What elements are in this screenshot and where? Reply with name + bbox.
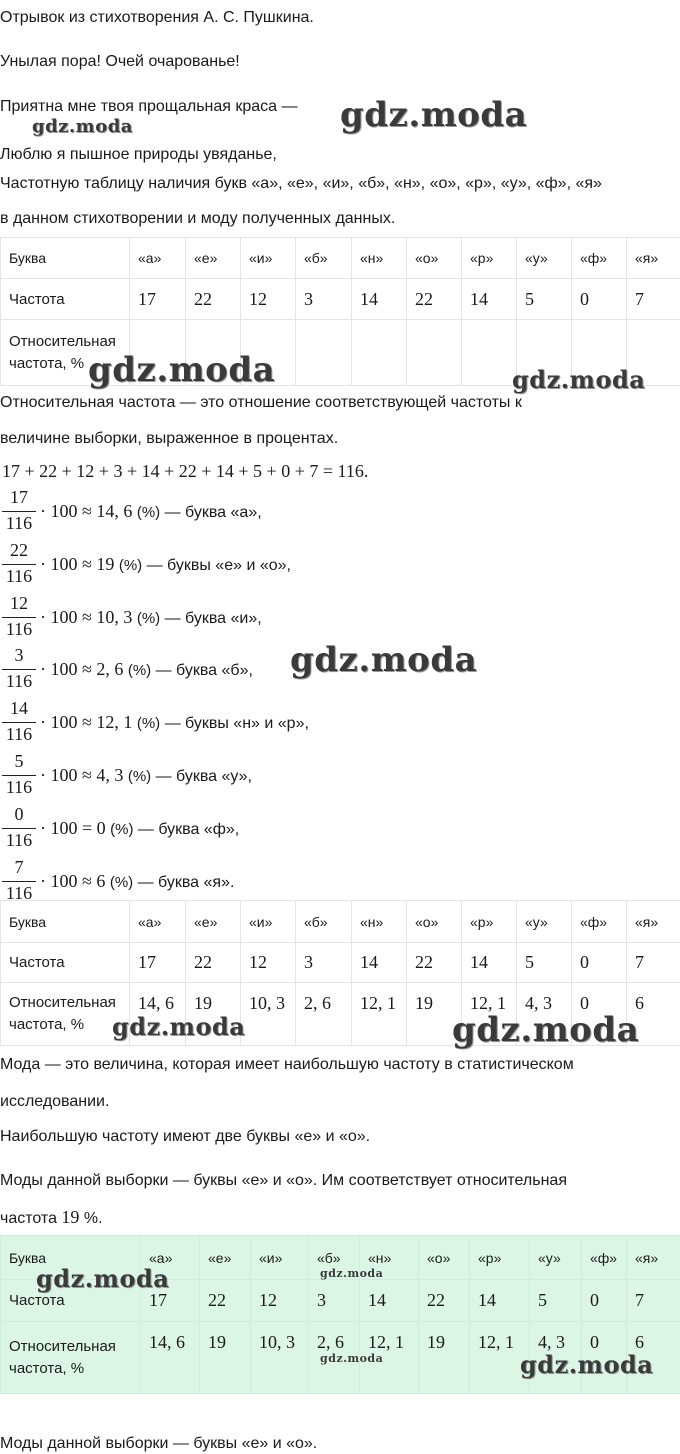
frequency-cell: 17 (130, 943, 186, 983)
column-header: «о» (407, 901, 462, 943)
fraction-result (40, 607, 262, 629)
fraction-expression: · 100 = 0 (40, 818, 106, 838)
frequency-cell: 14 (360, 1280, 419, 1322)
intro-line: Отрывок из стихотворения А. С. Пушкина. (0, 8, 314, 28)
fraction-bar (2, 722, 36, 723)
column-header: «б» (296, 238, 352, 279)
percent-sign: (%) (110, 874, 133, 891)
frequency-cell: 5 (530, 1280, 582, 1322)
relative-frequency-cell: 0 (582, 1322, 627, 1394)
fraction-bar (2, 669, 36, 670)
poem-line: Люблю я пышное природы увяданье, (0, 145, 277, 165)
fraction-expression: · 100 ≈ 19 (40, 554, 114, 574)
mode-value: 19 (61, 1207, 79, 1227)
sum-formula: 17 + 22 + 12 + 3 + 14 + 22 + 14 + 5 + 0 + 7 = 116. (2, 461, 368, 481)
watermark-logo: gdz.moda (112, 1012, 245, 1041)
fraction-numerator: 5 (2, 751, 36, 771)
definition-line: величине выборки, выраженное в процентах. (0, 429, 338, 449)
relative-frequency-cell: 14, 6 (141, 1322, 200, 1394)
frequency-cell: 22 (407, 943, 462, 983)
relative-frequency-cell: 12, 1 (462, 983, 517, 1046)
frequency-cell: 7 (627, 943, 680, 983)
fraction-expression: · 100 ≈ 12, 1 (40, 712, 132, 732)
fraction-numerator: 12 (2, 593, 36, 613)
fraction-expression: · 100 ≈ 2, 6 (40, 659, 123, 679)
frequency-cell: 14 (462, 279, 517, 320)
column-header: «р» (462, 238, 517, 279)
row-header-label: Буква (1, 1236, 141, 1280)
fraction-bar (2, 775, 36, 776)
fraction-denominator: 116 (2, 724, 36, 744)
fraction-denominator: 116 (2, 566, 36, 586)
percent-sign: (%) (128, 768, 151, 785)
percent-sign: (%) (137, 504, 160, 521)
frequency-cell: 3 (296, 943, 352, 983)
watermark-logo: gdz.moda (320, 1352, 383, 1365)
row-header-label: Относительная частота, % (1, 320, 130, 386)
fraction-denominator: 116 (2, 671, 36, 691)
column-header: «б» (309, 1236, 360, 1280)
frequency-cell: 22 (419, 1280, 470, 1322)
fraction-letter-text: — буквы «н» и «р», (160, 715, 309, 732)
relative-frequency-cell: 19 (186, 983, 241, 1046)
row-header-label: Буква (1, 901, 130, 943)
fraction-denominator: 116 (2, 830, 36, 850)
fraction-bar (2, 511, 36, 512)
relative-frequency-cell (462, 320, 517, 386)
relative-frequency-cell: 0 (572, 983, 627, 1046)
relative-frequency-cell (352, 320, 407, 386)
relative-frequency-cell: 10, 3 (251, 1322, 309, 1394)
frequency-cell: 7 (627, 279, 680, 320)
fraction-denominator: 116 (2, 777, 36, 797)
frequency-cell: 12 (241, 279, 296, 320)
relative-frequency-cell: 19 (200, 1322, 251, 1394)
frequency-cell: 14 (462, 943, 517, 983)
column-header: «ф» (582, 1236, 627, 1280)
watermark-logo: gdz.moda (320, 1267, 383, 1280)
fraction-expression: · 100 ≈ 6 (40, 871, 105, 891)
column-header: «о» (407, 238, 462, 279)
percent-sign: (%) (128, 662, 151, 679)
frequency-cell: 22 (186, 279, 241, 320)
relative-frequency-cell: 6 (627, 983, 680, 1046)
column-header: «ф» (572, 238, 627, 279)
column-header: «а» (130, 901, 186, 943)
relative-frequency-cell: 12, 1 (470, 1322, 530, 1394)
frequency-cell: 12 (241, 943, 296, 983)
mode-unit: %. (79, 1210, 102, 1227)
relative-frequency-cell: 19 (407, 983, 462, 1046)
row-header-label: Буква (1, 238, 130, 279)
table-row (1, 238, 680, 279)
relative-frequency-cell: 4, 3 (530, 1322, 582, 1394)
frequency-cell: 14 (352, 279, 407, 320)
fraction-letter-text: — буква «я». (133, 874, 234, 891)
column-header: «р» (470, 1236, 530, 1280)
frequency-cell: 22 (186, 943, 241, 983)
percent-sign: (%) (137, 715, 160, 732)
frequency-cell: 0 (582, 1280, 627, 1322)
percent-sign: (%) (110, 821, 133, 838)
fraction-result (40, 554, 291, 576)
fraction-letter-text: — буква «и», (160, 610, 262, 627)
frequency-cell: 0 (572, 279, 627, 320)
watermark-logo: gdz.moda (340, 95, 527, 135)
task-line: Частотную таблицу наличия букв «а», «е», «и», «б», «н», «о», «р», «у», «ф», «я» (0, 174, 602, 194)
table-row (1, 901, 680, 943)
watermark-logo: gdz.moda (452, 1010, 639, 1050)
frequency-cell: 3 (309, 1280, 360, 1322)
percent-sign: (%) (137, 610, 160, 627)
relative-frequency-cell: 14, 6 (130, 983, 186, 1046)
fraction-numerator: 22 (2, 540, 36, 560)
percent-sign: (%) (119, 557, 142, 574)
definition-line: Относительная частота — это отношение соответствующей частоты к (0, 393, 522, 413)
fraction-letter-text: — буква «б», (151, 662, 253, 679)
column-header: «е» (200, 1236, 251, 1280)
fraction-result (40, 659, 253, 681)
row-header-label: Частота (1, 1280, 141, 1322)
fraction-letter-text: — буква «а», (160, 504, 262, 521)
relative-frequency-cell: 6 (627, 1322, 680, 1394)
frequency-cell: 0 (572, 943, 627, 983)
column-header: «н» (360, 1236, 419, 1280)
table-row (1, 943, 680, 983)
fraction-numerator: 0 (2, 804, 36, 824)
column-header: «а» (141, 1236, 200, 1280)
column-header: «у» (517, 238, 572, 279)
watermark-logo: gdz.moda (88, 350, 275, 390)
frequency-cell: 3 (296, 279, 352, 320)
column-header: «н» (352, 238, 407, 279)
column-header: «н» (352, 901, 407, 943)
column-header: «я» (627, 901, 680, 943)
relative-frequency-cell (407, 320, 462, 386)
row-header-label: Частота (1, 279, 130, 320)
column-header: «я» (627, 1236, 680, 1280)
mode-conclusion-line: Моды данной выборки — буквы «е» и «о». Им соответствует относительная (0, 1171, 567, 1191)
footer-line: Моды данной выборки — буквы «е» и «о». (0, 1434, 317, 1454)
frequency-cell: 5 (517, 943, 572, 983)
row-header-label: Относительная частота, % (1, 983, 130, 1046)
fraction-denominator: 116 (2, 513, 36, 533)
frequency-cell: 12 (251, 1280, 309, 1322)
relative-frequency-cell: 10, 3 (241, 983, 296, 1046)
fraction-bar (2, 828, 36, 829)
column-header: «е» (186, 901, 241, 943)
fraction-numerator: 7 (2, 857, 36, 877)
column-header: «и» (241, 238, 296, 279)
mode-definition-line: исследовании. (0, 1092, 109, 1112)
column-header: «р» (462, 901, 517, 943)
column-header: «а» (130, 238, 186, 279)
relative-frequency-cell (296, 320, 352, 386)
frequency-cell: 14 (470, 1280, 530, 1322)
fraction-result (40, 712, 309, 734)
fraction-expression: · 100 ≈ 10, 3 (40, 607, 132, 627)
relative-frequency-cell: 2, 6 (309, 1322, 360, 1394)
column-header: «и» (241, 901, 296, 943)
fraction-denominator: 116 (2, 619, 36, 639)
column-header: «б» (296, 901, 352, 943)
relative-frequency-cell: 12, 1 (352, 983, 407, 1046)
fraction-letter-text: — буква «у», (151, 768, 252, 785)
watermark-logo: gdz.moda (290, 640, 477, 680)
relative-frequency-cell: 4, 3 (517, 983, 572, 1046)
frequency-cell: 5 (517, 279, 572, 320)
fraction-result (40, 765, 252, 787)
column-header: «и» (251, 1236, 309, 1280)
fraction-letter-text: — буквы «е» и «о», (142, 557, 291, 574)
column-header: «о» (419, 1236, 470, 1280)
relative-frequency-cell: 12, 1 (360, 1322, 419, 1394)
column-header: «е» (186, 238, 241, 279)
mode-conclusion-line (0, 1207, 103, 1229)
poem-line: Приятна мне твоя прощальная краса — (0, 97, 298, 117)
fraction-bar (2, 881, 36, 882)
frequency-cell: 17 (141, 1280, 200, 1322)
mode-observation-line: Наибольшую частоту имеют две буквы «е» и «о». (0, 1127, 370, 1147)
row-header-label: Относительная частота, % (1, 1322, 141, 1394)
relative-frequency-cell: 2, 6 (296, 983, 352, 1046)
column-header: «я» (627, 238, 680, 279)
column-header: «ф» (572, 901, 627, 943)
column-header: «у» (530, 1236, 582, 1280)
watermark-logo: gdz.moda (32, 116, 133, 137)
fraction-numerator: 17 (2, 487, 36, 507)
poem-line: Унылая пора! Очей очарованье! (0, 52, 240, 72)
fraction-numerator: 3 (2, 645, 36, 665)
fraction-bar (2, 564, 36, 565)
watermark-logo: gdz.moda (520, 1350, 653, 1379)
frequency-cell: 14 (352, 943, 407, 983)
frequency-cell: 22 (200, 1280, 251, 1322)
frequency-cell: 7 (627, 1280, 680, 1322)
mode-text: частота (0, 1210, 61, 1227)
fraction-result (40, 818, 239, 840)
fraction-denominator: 116 (2, 883, 36, 903)
fraction-result (40, 501, 262, 523)
fraction-letter-text: — буква «ф», (133, 821, 239, 838)
fraction-bar (2, 617, 36, 618)
relative-frequency-cell: 19 (419, 1322, 470, 1394)
fraction-result (40, 871, 234, 893)
fraction-expression: · 100 ≈ 14, 6 (40, 501, 132, 521)
row-header-label: Частота (1, 943, 130, 983)
watermark-logo: gdz.moda (36, 1264, 169, 1293)
column-header: «у» (517, 901, 572, 943)
fraction-numerator: 14 (2, 698, 36, 718)
mode-definition-line: Мода — это величина, которая имеет наибольшую частоту в статистическом (0, 1055, 574, 1075)
table-row (1, 279, 680, 320)
watermark-logo: gdz.moda (512, 365, 645, 394)
fraction-expression: · 100 ≈ 4, 3 (40, 765, 123, 785)
task-line: в данном стихотворении и моду полученных данных. (0, 209, 395, 229)
frequency-cell: 17 (130, 279, 186, 320)
frequency-cell: 22 (407, 279, 462, 320)
